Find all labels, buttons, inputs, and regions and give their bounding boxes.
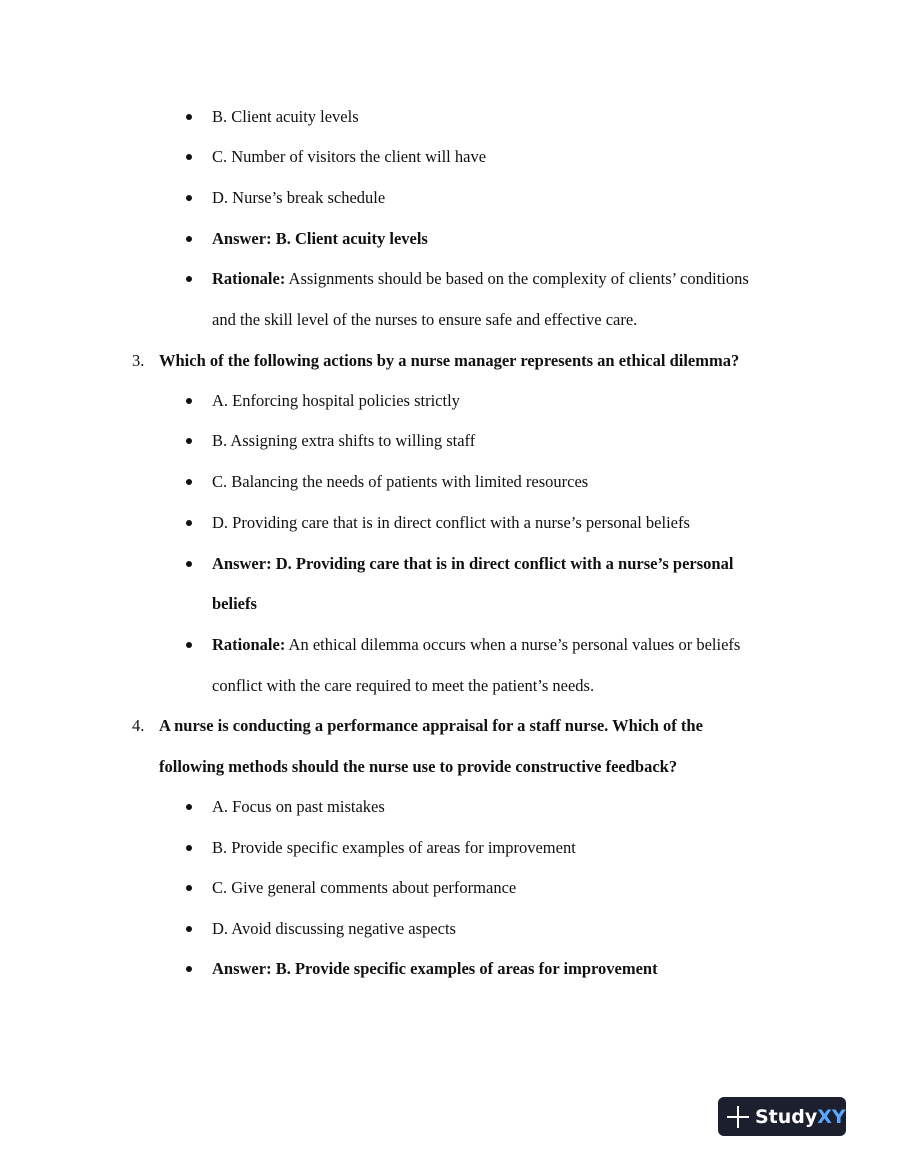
- question-text-continued: following methods should the nurse use to provide constructive feedback?: [159, 757, 678, 776]
- q2-rationale: [212, 269, 749, 289]
- question-text: Which of the following actions by a nurse manager represents an ethical dilemma?: [159, 351, 740, 370]
- bullet-icon: [186, 398, 192, 404]
- q3-rationale-continued: conflict with the care required to meet the patient’s needs.: [212, 676, 595, 695]
- bullet-icon: [186, 236, 192, 242]
- answer-text: D. Providing care that is in direct conflict with a nurse’s personal: [275, 554, 734, 573]
- answer-label: Answer:: [212, 229, 272, 248]
- logo-xy-text: XY: [817, 1105, 846, 1128]
- rationale-text: Assignments should be based on the complexity of clients’ conditions: [288, 269, 749, 288]
- q2-option-c: C. Number of visitors the client will have: [212, 147, 487, 166]
- q4-option-d: D. Avoid discussing negative aspects: [212, 919, 456, 938]
- bullet-icon: [186, 885, 192, 891]
- bullet-icon: [186, 845, 192, 851]
- q2-answer: [212, 229, 428, 249]
- q3-rationale: [212, 635, 740, 655]
- q4-option-b: B. Provide specific examples of areas for improvement: [212, 838, 576, 857]
- bullet-icon: [186, 438, 192, 444]
- q3-answer-continued: [212, 594, 257, 614]
- answer-label: Answer:: [212, 554, 272, 573]
- rationale-text: An ethical dilemma occurs when a nurse’s personal values or beliefs: [288, 635, 741, 654]
- bullet-icon: [186, 642, 192, 648]
- q3-option-b: B. Assigning extra shifts to willing staff: [212, 431, 476, 450]
- rationale-label: Rationale:: [212, 635, 286, 654]
- bullet-icon: [186, 561, 192, 567]
- bullet-icon: [186, 479, 192, 485]
- q3-option-a: A. Enforcing hospital policies strictly: [212, 391, 460, 410]
- bullet-icon: [186, 520, 192, 526]
- q3-number: 3.: [132, 351, 145, 370]
- q3-question: [159, 351, 739, 371]
- bullet-icon: [186, 154, 192, 160]
- q4-question-continued: [159, 757, 677, 777]
- q4-answer: [212, 959, 658, 979]
- q2-option-b: B. Client acuity levels: [212, 107, 359, 126]
- answer-text: B. Provide specific examples of areas for improvement: [275, 959, 658, 978]
- q4-number: 4.: [132, 716, 145, 735]
- rationale-label: Rationale:: [212, 269, 286, 288]
- question-text: A nurse is conducting a performance appraisal for a staff nurse. Which of the: [159, 716, 703, 735]
- q3-answer: [212, 554, 733, 574]
- q4-option-a: A. Focus on past mistakes: [212, 797, 385, 816]
- q3-option-d: D. Providing care that is in direct conflict with a nurse’s personal beliefs: [212, 513, 690, 532]
- answer-text: B. Client acuity levels: [275, 229, 428, 248]
- bullet-icon: [186, 804, 192, 810]
- q4-option-c: C. Give general comments about performance: [212, 878, 517, 897]
- answer-label: Answer:: [212, 959, 272, 978]
- studyxy-logo: [718, 1097, 846, 1136]
- q2-rationale-continued: and the skill level of the nurses to ensure safe and effective care.: [212, 310, 638, 329]
- bullet-icon: [186, 195, 192, 201]
- answer-text-continued: beliefs: [212, 594, 257, 613]
- bullet-icon: [186, 276, 192, 282]
- q4-question: [159, 716, 703, 736]
- q2-option-d: D. Nurse’s break schedule: [212, 188, 386, 207]
- bullet-icon: [186, 114, 192, 120]
- logo-study-text: Study: [755, 1105, 818, 1128]
- q3-option-c: C. Balancing the needs of patients with limited resources: [212, 472, 589, 491]
- bullet-icon: [186, 926, 192, 932]
- plus-icon: [727, 1106, 749, 1128]
- bullet-icon: [186, 966, 192, 972]
